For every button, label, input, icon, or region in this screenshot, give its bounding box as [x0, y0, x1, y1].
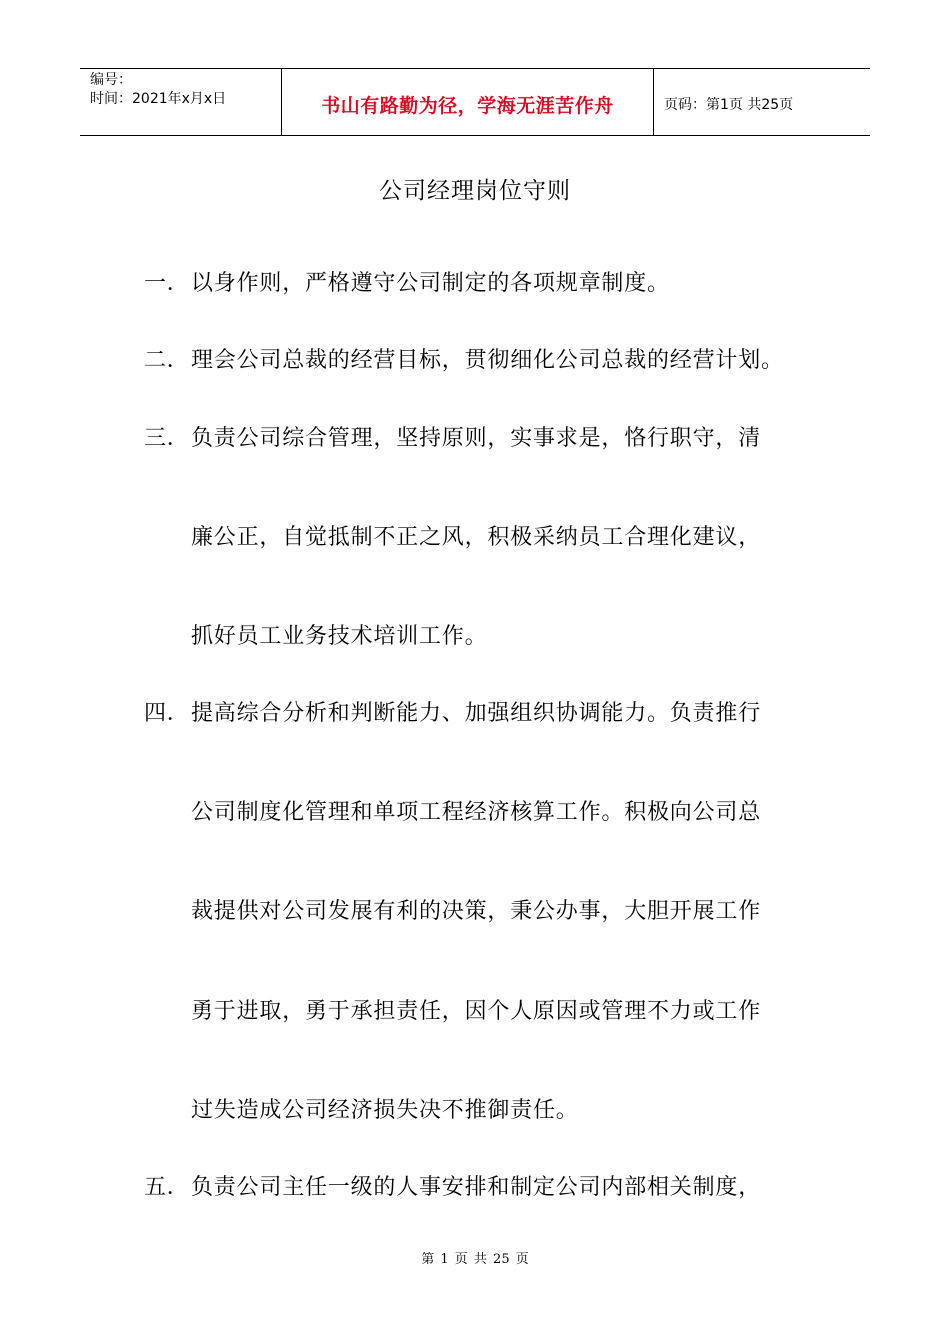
item-1-line-1: 以身作则，严格遵守公司制定的各项规章制度。 — [191, 271, 670, 296]
item-3-line-2: 廉公正，自觉抵制不正之风，积极采纳员工合理化建议， — [191, 525, 762, 550]
document-header — [80, 68, 870, 136]
page-footer: 第 1 页 共 25 页 — [421, 1252, 529, 1267]
item-2-number: 二． — [144, 348, 190, 373]
time-label: 时间：2021年x月x日 — [90, 91, 227, 107]
item-5-number: 五． — [144, 1175, 190, 1200]
motto: 书山有路勤为径，学海无涯苦作舟 — [321, 95, 614, 117]
item-1-number: 一． — [144, 271, 190, 296]
item-4-line-4: 勇于进取，勇于承担责任，因个人原因或管理不力或工作 — [191, 999, 762, 1024]
item-5-line-1: 负责公司主任一级的人事安排和制定公司内部相关制度， — [191, 1175, 762, 1200]
item-3-number: 三． — [144, 426, 190, 451]
header-meta — [80, 69, 282, 135]
item-4-line-1: 提高综合分析和判断能力、加强组织协调能力。负责推行 — [191, 701, 762, 726]
header-motto-cell — [282, 69, 654, 135]
item-4-number: 四． — [144, 701, 190, 726]
item-4-line-5: 过失造成公司经济损失决不推御责任。 — [191, 1098, 579, 1123]
item-3-line-1: 负责公司综合管理，坚持原则，实事求是，恪行职守，清 — [191, 426, 762, 451]
page-info: 页码：第1页 共25页 — [664, 97, 794, 113]
item-4-line-2: 公司制度化管理和单项工程经济核算工作。积极向公司总 — [191, 800, 762, 825]
number-label: 编号： — [90, 72, 132, 88]
header-page-cell — [654, 69, 870, 135]
item-3-line-3: 抓好员工业务技术培训工作。 — [191, 624, 488, 649]
item-2-line-1: 理会公司总裁的经营目标，贯彻细化公司总裁的经营计划。 — [191, 348, 784, 373]
item-4-line-3: 裁提供对公司发展有利的决策，秉公办事，大胆开展工作 — [191, 899, 762, 924]
document-title: 公司经理岗位守则 — [379, 178, 571, 204]
